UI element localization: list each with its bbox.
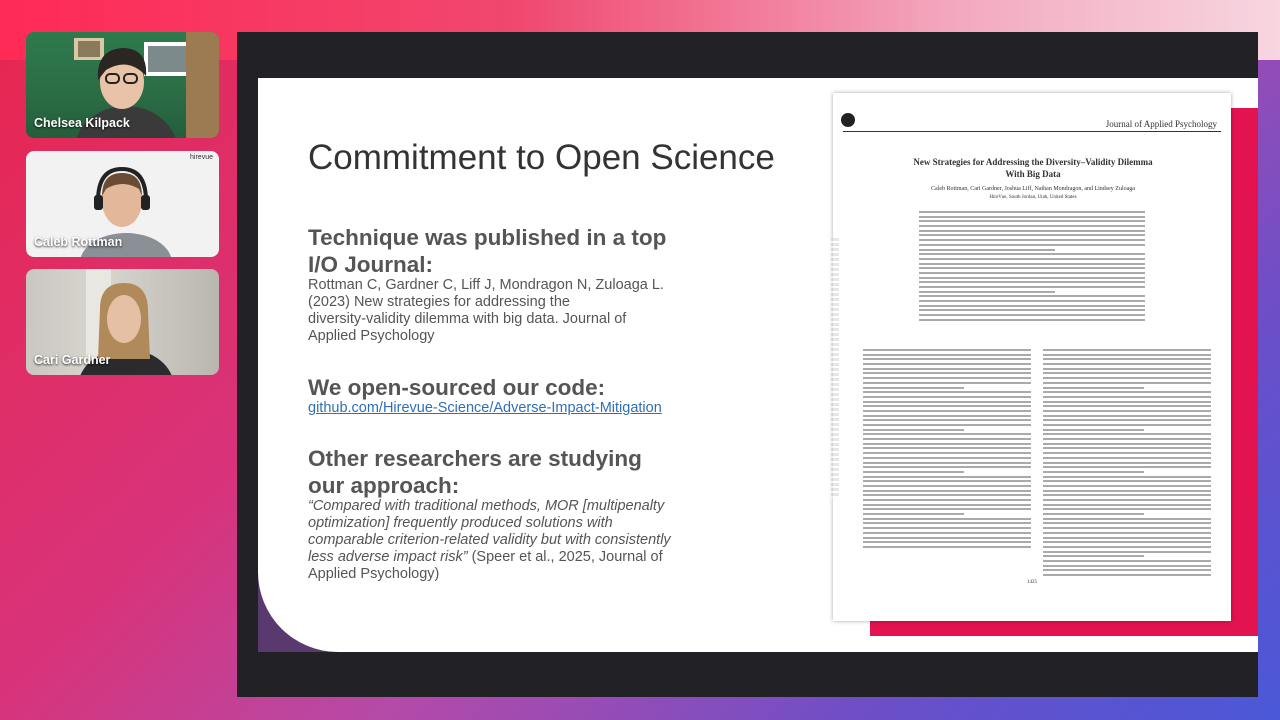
- paper-text-line: [919, 220, 1145, 222]
- paper-text-line: [919, 267, 1145, 269]
- paper-text-line: [1043, 508, 1211, 510]
- participant-name: Chelsea Kilpack: [34, 116, 130, 130]
- paper-text-line: [863, 527, 1031, 529]
- paper-text-line: [919, 249, 1055, 251]
- paper-text-line: [863, 452, 1031, 454]
- participant-tile-cari[interactable]: [26, 269, 219, 375]
- page-number: 1425: [1027, 580, 1037, 585]
- paper-text-line: [863, 462, 1031, 464]
- paper-text-line: [1043, 499, 1211, 501]
- paper-text-line: [863, 391, 1031, 393]
- paper-text-line: [1043, 462, 1211, 464]
- paper-text-line: [1043, 391, 1211, 393]
- paper-text-line: [1043, 518, 1211, 520]
- paper-text-line: [863, 494, 1031, 496]
- paper-text-line: [863, 433, 1031, 435]
- presentation-slide: [258, 78, 1258, 652]
- paper-text-line: [863, 424, 1031, 426]
- paper-text-line: [1043, 457, 1211, 459]
- paper-text-line: [863, 354, 1031, 356]
- paper-text-line: [863, 349, 1031, 351]
- paper-text-line: [1043, 396, 1211, 398]
- paper-text-line: [863, 522, 1031, 524]
- participant-name: Caleb Rottman: [34, 235, 123, 249]
- paper-text-line: [1043, 447, 1211, 449]
- paper-text-line: [1043, 480, 1211, 482]
- paper-text-line: [863, 518, 1031, 520]
- paper-text-line: [863, 363, 1031, 365]
- github-link[interactable]: github.com/Hirevue-Science/Adverse-Impact-Mitigation: [308, 400, 662, 416]
- paper-authors: Caleb Rottman, Cari Gardner, Joshua Liff, Nathan Mondragon, and Lindsey Zuloaga: [931, 186, 1135, 192]
- participant-tile-chelsea[interactable]: [26, 32, 219, 138]
- participant-name: Cari Gardner: [34, 353, 111, 367]
- paper-text-line: [919, 291, 1055, 293]
- paper-text-line: [1043, 363, 1211, 365]
- paper-text-line: [919, 281, 1145, 283]
- slide-title: Commitment to Open Science: [308, 138, 775, 177]
- paper-text-line: [1043, 401, 1211, 403]
- paper-text-line: [863, 457, 1031, 459]
- paper-text-line: [919, 305, 1145, 307]
- paper-text-line: [863, 396, 1031, 398]
- paper-text-line: [863, 387, 964, 389]
- paper-text-line: [1043, 405, 1211, 407]
- journal-article-image: [833, 93, 1231, 621]
- paper-text-line: [863, 405, 1031, 407]
- paper-text-line: [919, 272, 1145, 274]
- paper-text-line: [863, 537, 1031, 539]
- paper-text-line: [1043, 368, 1211, 370]
- paper-text-line: [863, 377, 1031, 379]
- paper-text-line: [1043, 354, 1211, 356]
- hirevue-logo: hirevue: [190, 154, 213, 161]
- paper-text-line: [919, 295, 1145, 297]
- paper-text-line: [1043, 476, 1211, 478]
- header-rule: [843, 131, 1221, 132]
- section-heading-other-researchers: Other researchers are studying our approach:: [308, 446, 642, 498]
- paper-text-line: [863, 546, 1031, 548]
- paper-text-line: [1043, 410, 1211, 412]
- paper-text-line: [863, 415, 1031, 417]
- paper-text-line: [863, 438, 1031, 440]
- paper-text-line: [1043, 466, 1211, 468]
- apa-logo-icon: [841, 113, 855, 127]
- paper-text-line: [919, 234, 1145, 236]
- paper-text-line: [1043, 494, 1211, 496]
- paper-text-line: [1043, 443, 1211, 445]
- paper-text-line: [1043, 513, 1144, 515]
- paper-text-line: [863, 480, 1031, 482]
- paper-text-line: [863, 429, 964, 431]
- paper-text-line: [1043, 433, 1211, 435]
- paper-text-line: [1043, 372, 1211, 374]
- paper-text-line: [919, 277, 1145, 279]
- paper-text-line: [1043, 438, 1211, 440]
- paper-side-notice: [831, 238, 839, 498]
- paper-text-line: [919, 216, 1145, 218]
- paper-text-line: [863, 466, 1031, 468]
- paper-text-line: [1043, 387, 1144, 389]
- paper-text-line: [1043, 358, 1211, 360]
- paper-text-line: [1043, 424, 1211, 426]
- paper-text-line: [863, 410, 1031, 412]
- paper-text-line: [1043, 429, 1144, 431]
- paper-text-line: [863, 508, 1031, 510]
- paper-text-line: [1043, 485, 1211, 487]
- paper-text-line: [1043, 490, 1211, 492]
- paper-abstract-block: [919, 211, 1145, 331]
- paper-text-line: [1043, 527, 1211, 529]
- paper-text-line: [919, 309, 1145, 311]
- paper-text-line: [863, 485, 1031, 487]
- paper-text-line: [863, 513, 964, 515]
- section-heading-open-source: We open-sourced our code:: [308, 375, 606, 400]
- paper-text-line: [863, 541, 1031, 543]
- paper-text-line: [919, 239, 1145, 241]
- paper-text-line: [863, 476, 1031, 478]
- paper-text-line: [919, 211, 1145, 213]
- paper-text-line: [1043, 471, 1144, 473]
- paper-text-line: [863, 401, 1031, 403]
- paper-text-line: [863, 471, 964, 473]
- paper-text-line: [919, 258, 1145, 260]
- paper-text-line: [1043, 419, 1211, 421]
- paper-text-line: [919, 263, 1145, 265]
- paper-text-line: [1043, 382, 1211, 384]
- paper-text-line: [863, 490, 1031, 492]
- paper-text-line: [1043, 504, 1211, 506]
- paper-text-line: [1043, 452, 1211, 454]
- paper-text-line: [863, 358, 1031, 360]
- paper-text-line: [1043, 377, 1211, 379]
- paper-text-line: [1043, 537, 1211, 539]
- paper-text-line: [1043, 574, 1211, 576]
- paper-text-line: [863, 419, 1031, 421]
- paper-text-line: [863, 504, 1031, 506]
- paper-text-line: [1043, 541, 1211, 543]
- paper-text-line: [1043, 569, 1211, 571]
- paper-text-line: [1043, 522, 1211, 524]
- paper-text-line: [863, 532, 1031, 534]
- paper-text-line: [1043, 415, 1211, 417]
- paper-text-line: [863, 382, 1031, 384]
- paper-title: New Strategies for Addressing the Diversity–Validity Dilemma With Big Data: [913, 157, 1153, 179]
- paper-text-line: [919, 253, 1145, 255]
- journal-name: Journal of Applied Psychology: [1105, 119, 1217, 129]
- paper-affiliation: HireVue, South Jordan, Utah, United States: [989, 195, 1077, 200]
- paper-text-line: [919, 300, 1145, 302]
- paper-text-line: [919, 244, 1145, 246]
- paper-text-line: [863, 499, 1031, 501]
- paper-text-line: [1043, 565, 1211, 567]
- paper-text-line: [919, 314, 1145, 316]
- paper-text-line: [863, 443, 1031, 445]
- screen-share-stage: [237, 32, 1258, 697]
- paper-text-line: [919, 319, 1145, 321]
- paper-text-line: [1043, 349, 1211, 351]
- paper-left-column: [863, 349, 1031, 551]
- paper-text-line: [863, 368, 1031, 370]
- participant-tile-caleb[interactable]: [26, 151, 219, 257]
- paper-text-line: [863, 447, 1031, 449]
- paper-text-line: [1043, 546, 1211, 548]
- paper-right-column: [1043, 349, 1211, 579]
- paper-text-line: [1043, 551, 1211, 553]
- researcher-quote: “Compared with traditional methods, MOR [multipenalty optimization] frequently produced solutions with comparable criterion-related validity but with consistently less adverse impact risk” (Speer et al., 2025, Journal of Applied Psychology): [308, 498, 671, 582]
- paper-text-line: [919, 225, 1145, 227]
- citation-text: Rottman C, Gardner C, Liff J, Mondragon N, Zuloaga L. (2023) New strategies for addressing the diversity-validity dilemma with big data. Journal of Applied Psychology: [308, 277, 664, 344]
- paper-text-line: [919, 286, 1145, 288]
- paper-text-line: [919, 230, 1145, 232]
- paper-text-line: [863, 372, 1031, 374]
- paper-text-line: [1043, 560, 1211, 562]
- paper-text-line: [1043, 532, 1211, 534]
- paper-text-line: [1043, 555, 1144, 557]
- github-link-wrapper: [308, 400, 662, 417]
- section-heading-published: Technique was published in a top I/O Journal:: [308, 225, 667, 277]
